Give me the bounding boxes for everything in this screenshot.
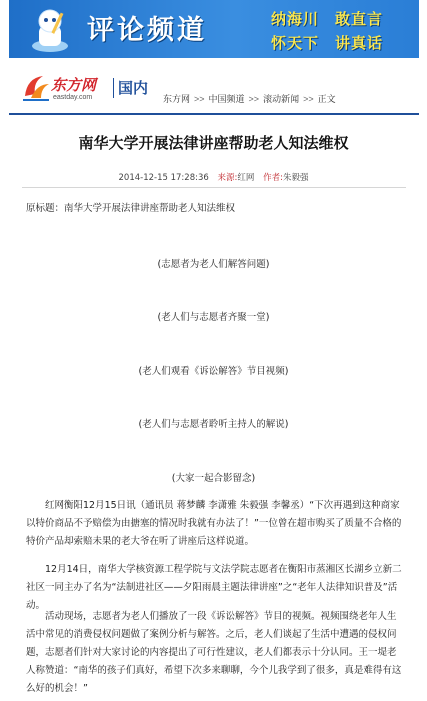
slogan-text: 敢直言 (335, 10, 384, 28)
original-title: 原标题：南华大学开展法律讲座帮助老人知法维权 (26, 203, 236, 214)
image-caption: (老人们与志愿者聆听主持人的解说) (138, 419, 289, 430)
eastday-logo-icon[interactable] (21, 72, 51, 102)
breadcrumb-link-china[interactable]: 中国频道 (208, 94, 245, 104)
article-meta (0, 171, 427, 183)
article-source: 红网 (237, 173, 255, 183)
breadcrumb-separator: >> (248, 94, 260, 104)
author-label: 作者: (263, 173, 283, 183)
slogan-text: 纳海川 (271, 10, 320, 28)
article-paragraph: 12月14日，南华大学核资源工程学院与文法学院志愿者在衡阳市蒸湘区长湖乡立新二社区一同主办了名为“法制进社区——夕阳雨晨主题法律讲座”之“老年人法律知识普及”活动。 (26, 564, 402, 611)
breadcrumb-separator: >> (303, 94, 314, 104)
site-logo-url: eastday.com (53, 94, 93, 101)
source-label: 来源: (217, 173, 238, 183)
section-name[interactable]: 国内 (118, 79, 149, 97)
slogan-text: 怀天下 (271, 34, 320, 52)
image-caption: (大家一起合影留念) (171, 473, 256, 484)
site-header (9, 70, 419, 114)
header-divider (9, 113, 419, 115)
article-author: 朱毅强 (282, 173, 309, 183)
breadcrumb (163, 92, 336, 105)
article-title: 南华大学开展法律讲座帮助老人知法维权 (78, 134, 349, 152)
logo-divider (113, 78, 114, 98)
mascot-icon (27, 6, 73, 54)
image-caption: (老人们与志愿者齐聚一堂) (157, 312, 270, 323)
article-paragraph: 活动现场，志愿者为老人们播放了一段《诉讼解答》节目的视频。视频围绕老年人生活中常见的消费侵权问题做了案例分析与解答。之后，老人们谈起了生活中遭遇的侵权问题，志愿者们针对大家讨论的内容提出了可行性建议，老人们都表示十分认同。王一堤老人称赞道：“南华的孩子们真好，希望下次多来聊聊，今个儿我学到了很多，真是难得有这么好的机会！” (26, 611, 402, 694)
article-datetime: 2014-12-15 17:28:36 (118, 173, 209, 183)
article-paragraph: 红网衡阳12月15日讯（通讯员 蒋梦麟 李潇雅 朱毅强 李馨丞）“下次再遇到这种商家以特价商品不予赔偿为由搪塞的情况时我就有办法了！”一位曾在超市购买了质量不合格的特价产品却索赔未果的老大爷在听了讲座后这样说道。 (26, 500, 402, 547)
breadcrumb-current: 正文 (317, 94, 336, 104)
meta-divider (22, 187, 406, 188)
channel-banner (9, 0, 419, 58)
channel-title: 评论频道 (87, 15, 207, 46)
breadcrumb-link-home[interactable]: 东方网 (163, 94, 191, 104)
image-caption: (志愿者为老人们解答问题) (157, 259, 270, 270)
breadcrumb-separator: >> (194, 94, 205, 104)
slogan-text: 讲真话 (335, 34, 384, 52)
image-caption: (老人们观看《诉讼解答》节目视频) (138, 366, 289, 377)
breadcrumb-link-rolling-news[interactable]: 滚动新闻 (263, 94, 300, 104)
site-logo-name[interactable]: 东方网 (51, 77, 97, 94)
